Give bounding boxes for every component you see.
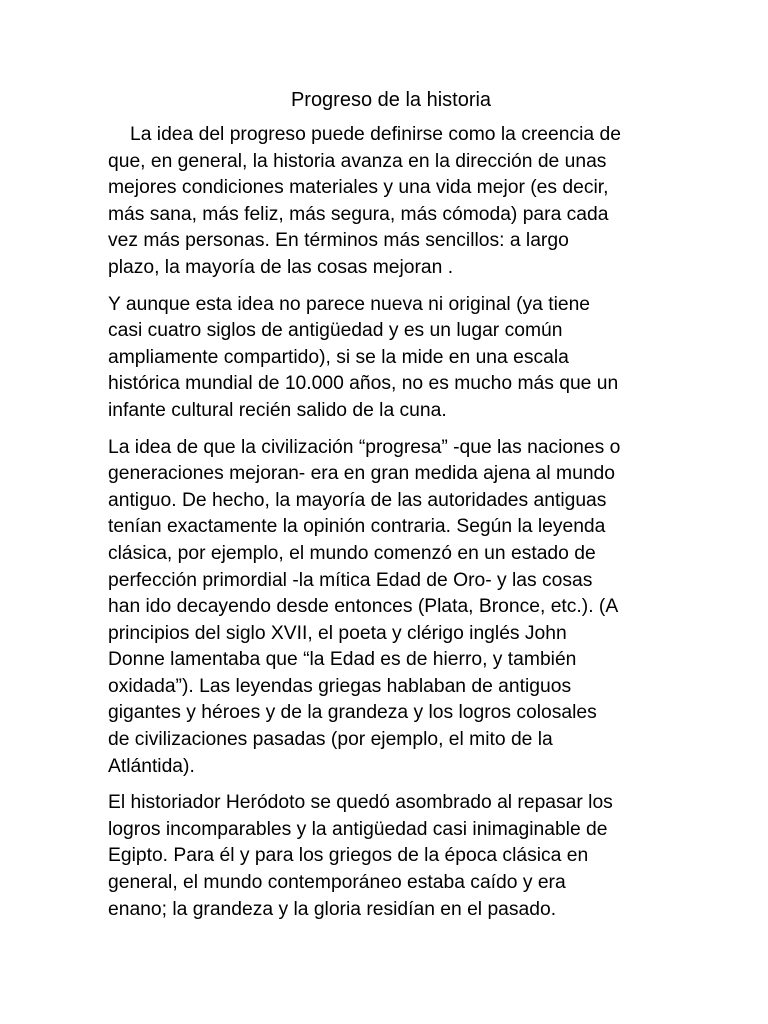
paragraph-line: Donne lamentaba que “la Edad es de hierro, y también [108, 649, 577, 671]
paragraph-line: antiguo. De hecho, la mayoría de las autoridades antiguas [108, 489, 607, 511]
paragraph-line: La idea del progreso puede definirse como la creencia de [130, 124, 621, 145]
paragraph-line: general, el mundo contemporáneo estaba caído y era [108, 872, 566, 894]
paragraph-2 [108, 292, 668, 425]
paragraph-line: oxidada”). Las leyendas griegas hablaban de antiguos [108, 675, 572, 697]
paragraph-line: gigantes y héroes y de la grandeza y los logros colosales [108, 702, 597, 724]
paragraph-line: logros incomparables y la antigüedad casi inimaginable de [108, 818, 608, 840]
paragraph-line: plazo, la mayoría de las cosas mejoran . [108, 256, 454, 278]
document-page [108, 86, 668, 933]
paragraph-line: El historiador Heródoto se quedó asombrado al repasar los [108, 792, 613, 814]
paragraph-line: que, en general, la historia avanza en la dirección de unas [108, 150, 607, 172]
paragraph-line: Y aunque esta idea no parece nueva ni original (ya tiene [108, 293, 591, 315]
paragraph-4 [108, 790, 668, 923]
paragraph-line: perfección primordial -la mítica Edad de Oro- y las cosas [108, 569, 593, 591]
paragraph-line: Atlántida). [108, 755, 195, 777]
paragraph-line: vez más personas. En términos más sencillos: a largo [108, 230, 569, 252]
paragraph-line: han ido decayendo desde entonces (Plata, Bronce, etc.). (A [108, 596, 619, 618]
paragraph-line: generaciones mejoran- era en gran medida ajena al mundo [108, 463, 615, 485]
paragraph-1 [108, 122, 668, 282]
paragraph-line: histórica mundial de 10.000 años, no es mucho más que un [108, 373, 619, 395]
paragraph-line: mejores condiciones materiales y una vida mejor (es decir, [108, 177, 609, 199]
paragraph-line: más sana, más feliz, más segura, más cómoda) para cada [108, 203, 609, 225]
paragraph-line: ampliamente compartido), si se la mide en una escala [108, 346, 569, 368]
document-title: Progreso de la historia [290, 89, 492, 111]
paragraph-line: principios del siglo XVII, el poeta y clérigo inglés John [108, 622, 567, 644]
paragraph-line: casi cuatro siglos de antigüedad y es un lugar común [108, 320, 563, 342]
paragraph-line: Egipto. Para él y para los griegos de la época clásica en [108, 845, 589, 867]
paragraph-3 [108, 435, 668, 781]
paragraph-line: de civilizaciones pasadas (por ejemplo, el mito de la [108, 729, 553, 751]
paragraph-line: La idea de que la civilización “progresa” -que las naciones o [108, 436, 621, 458]
paragraph-line: infante cultural recién salido de la cuna. [108, 399, 447, 421]
paragraph-line: tenían exactamente la opinión contraria. Según la leyenda [108, 516, 606, 538]
paragraph-line: clásica, por ejemplo, el mundo comenzó en un estado de [108, 542, 596, 564]
paragraph-line: enano; la grandeza y la gloria residían en el pasado. [108, 898, 557, 920]
